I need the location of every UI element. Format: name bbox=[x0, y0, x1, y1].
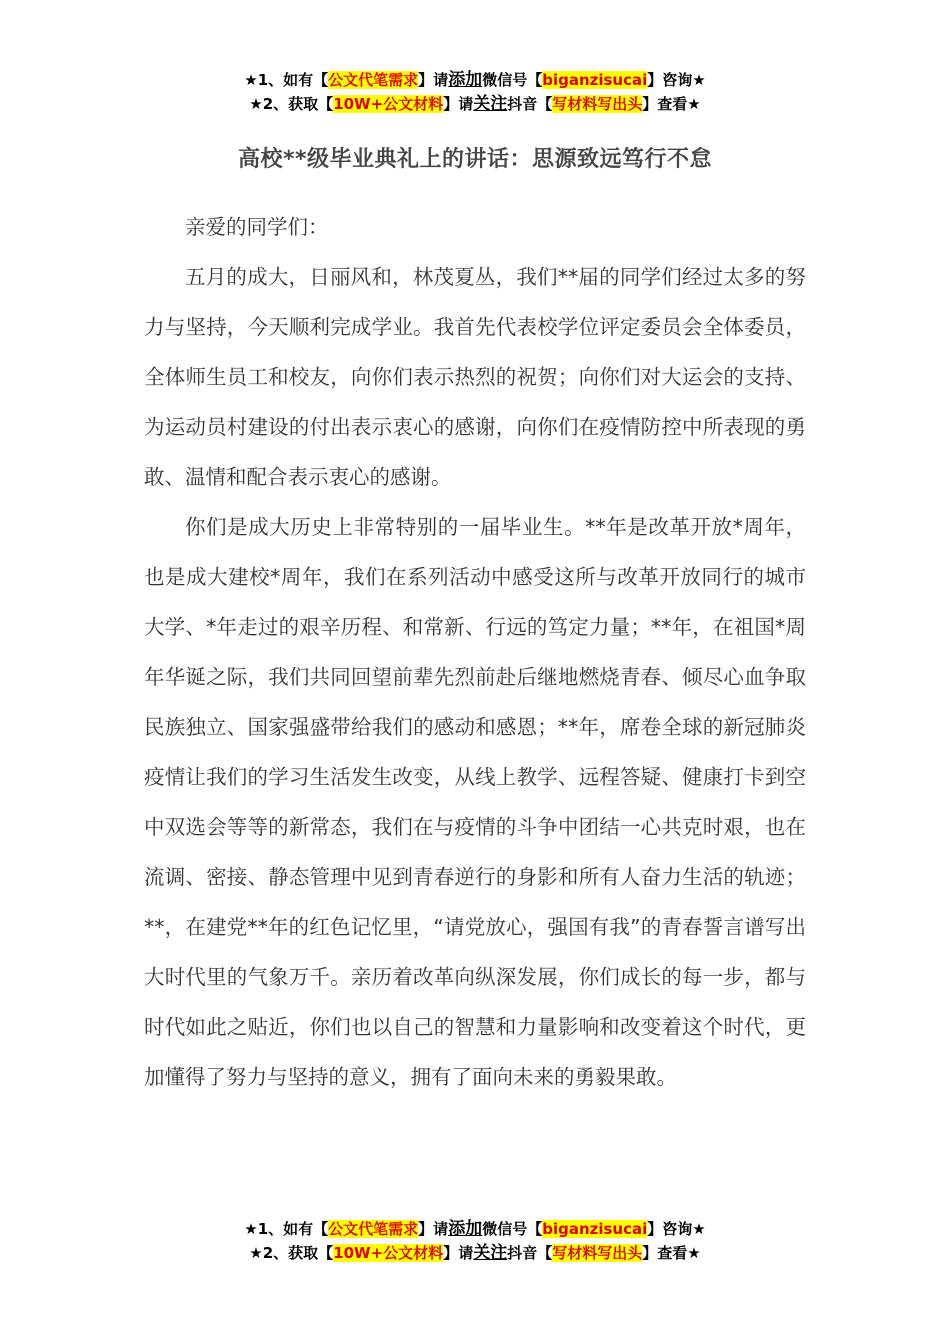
promo-highlight: 写材料写出头 bbox=[552, 1244, 643, 1262]
paragraph: 五月的成大，日丽风和，林茂夏丛，我们**届的同学们经过太多的努力与坚持，今天顺利完成学业。我首先代表校学位评定委员会全体委员，全体师生员工和校友，向你们表示热烈的祝贺；向你们对大运会的支持、为运动员村建设的付出表示衷心的感谢，向你们在疫情防控中所表现的勇敢、温情和配合表示衷心的感谢。 bbox=[144, 265, 806, 489]
promo-text: ★1、如有【 bbox=[244, 71, 329, 89]
promo-text: ★2、获取【 bbox=[249, 1244, 334, 1262]
promo-text: 】查看★ bbox=[642, 95, 701, 113]
promo-text: 微信号【 bbox=[482, 1220, 543, 1238]
promo-text: 】请 bbox=[443, 95, 474, 113]
promo-text: 微信号【 bbox=[482, 71, 543, 89]
promo-highlight: biganzisucai bbox=[542, 1220, 648, 1238]
promo-highlight: 写材料写出头 bbox=[552, 95, 643, 113]
promo-text: ★1、如有【 bbox=[244, 1220, 329, 1238]
promo-highlight: 公文代笔需求 bbox=[328, 1220, 419, 1238]
promo-footer bbox=[0, 1217, 950, 1265]
document-body bbox=[144, 202, 806, 1102]
promo-highlight: 10W+公文材料 bbox=[333, 1244, 444, 1262]
promo-emphasis: 添加 bbox=[448, 1219, 483, 1239]
promo-line-2 bbox=[0, 92, 950, 116]
promo-text: 抖音【 bbox=[507, 1244, 553, 1262]
promo-text: 抖音【 bbox=[507, 95, 553, 113]
promo-text: 】查看★ bbox=[642, 1244, 701, 1262]
promo-emphasis: 添加 bbox=[448, 70, 483, 90]
promo-text: 】请 bbox=[418, 71, 449, 89]
promo-emphasis: 关注 bbox=[473, 94, 508, 114]
promo-line-2 bbox=[0, 1241, 950, 1265]
promo-highlight: 公文代笔需求 bbox=[328, 71, 419, 89]
promo-line-1 bbox=[0, 1217, 950, 1241]
promo-line-1 bbox=[0, 68, 950, 92]
paragraph: 你们是成大历史上非常特别的一届毕业生。**年是改革开放*周年，也是成大建校*周年，我们在系列活动中感受这所与改革开放同行的城市大学、*年走过的艰辛历程、和常新、行远的笃定力量；**年，在祖国*周年华诞之际，我们共同回望前辈先烈前赴后继地燃烧青春、倾尽心血争取民族独立、国家强盛带给我们的感动和感恩；**年，席卷全球的新冠肺炎疫情让我们的学习生活发生改变，从线上教学、远程答疑、健康打卡到空中双选会等等的新常态，我们在与疫情的斗争中团结一心共克时艰，也在流调、密接、静态管理中见到青春逆行的身影和所有人奋力生活的轨迹；**，在建党**年的红色记忆里，“请党放心，强国有我”的青春誓言谱写出大时代里的气象万千。亲历着改革向纵深发展，你们成长的每一步，都与时代如此之贴近，你们也以自己的智慧和力量影响和改变着这个时代，更加懂得了努力与坚持的意义，拥有了面向未来的勇毅果敢。 bbox=[144, 515, 806, 1089]
promo-text: 】请 bbox=[418, 1220, 449, 1238]
salutation: 亲爱的同学们： bbox=[185, 215, 329, 239]
promo-text: 】咨询★ bbox=[647, 1220, 706, 1238]
promo-text: 】请 bbox=[443, 1244, 474, 1262]
document-title: 高校**级毕业典礼上的讲话：思源致远笃行不怠 bbox=[237, 147, 712, 172]
promo-text: 】咨询★ bbox=[647, 71, 706, 89]
promo-emphasis: 关注 bbox=[473, 1243, 508, 1263]
promo-highlight: 10W+公文材料 bbox=[333, 95, 444, 113]
promo-highlight: biganzisucai bbox=[542, 71, 648, 89]
promo-header bbox=[0, 68, 950, 116]
promo-text: ★2、获取【 bbox=[249, 95, 334, 113]
